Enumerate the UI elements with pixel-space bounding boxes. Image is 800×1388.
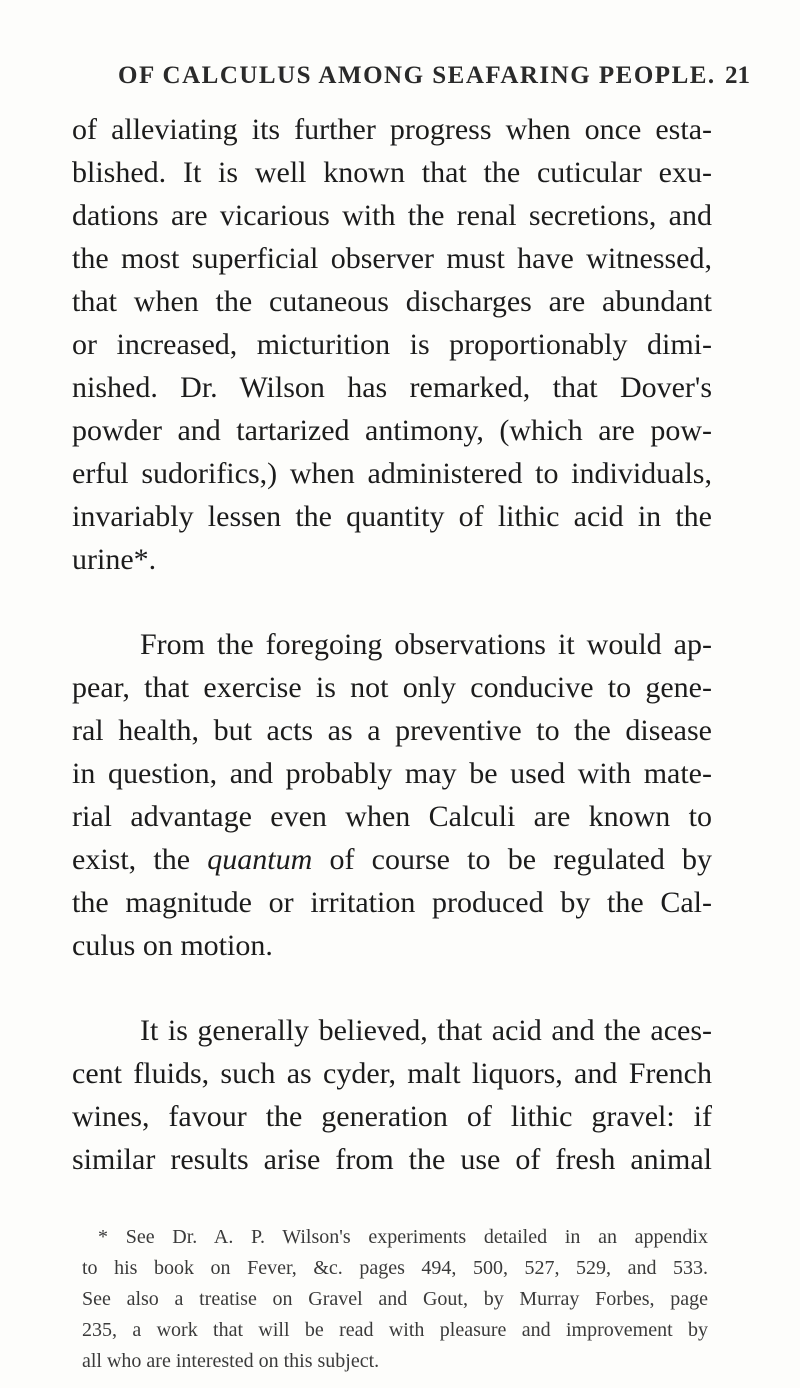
text-line: From the foregoing observations it would ap- — [140, 628, 712, 661]
running-head — [118, 62, 750, 96]
text-segment: of course to be regulated by — [329, 843, 713, 876]
paragraph-1 — [72, 108, 712, 581]
footnote-line: all who are interested on this subject. — [82, 1350, 380, 1372]
footnote-line: to his book on Fever, &c. pages 494, 500, 527, 529, and 533. — [82, 1257, 708, 1279]
footnote-line: 235, a work that will be read with pleasure and improvement by — [82, 1319, 708, 1341]
text-line: powder and tartarized antimony, (which are pow- — [72, 414, 712, 447]
text-segment: exist, the — [72, 843, 208, 876]
running-title: OF CALCULUS AMONG SEAFARING PEOPLE. — [118, 62, 716, 89]
text-line: It is generally believed, that acid and the aces- — [140, 1014, 712, 1047]
text-line: urine*. — [72, 543, 157, 576]
text-line: blished. It is well known that the cuticular exu- — [72, 156, 712, 189]
text-line: similar results arise from the use of fresh animal — [72, 1143, 712, 1176]
text-line: that when the cutaneous discharges are abundant — [72, 285, 712, 318]
text-line: wines, favour the generation of lithic gravel: if — [72, 1100, 712, 1133]
text-line: dations are vicarious with the renal secretions, and — [72, 199, 712, 232]
body-text — [72, 108, 712, 1181]
page-number: 21 — [725, 62, 750, 89]
text-line: the most superficial observer must have witnessed, — [72, 242, 712, 275]
text-line: ral health, but acts as a preventive to the disease — [72, 714, 712, 747]
text-line-with-italic — [72, 838, 712, 881]
paragraph-gap — [72, 581, 712, 623]
paragraph-3 — [72, 1009, 712, 1181]
text-line: invariably lessen the quantity of lithic acid in the — [72, 500, 712, 533]
text-line: or increased, micturition is proportionably dimi- — [72, 328, 712, 361]
text-line: cent fluids, such as cyder, malt liquors, and French — [72, 1057, 712, 1090]
text-line: of alleviating its further progress when once esta- — [72, 113, 712, 146]
footnote-line: * See Dr. A. P. Wilson's experiments detailed in an appendix — [98, 1226, 708, 1248]
italic-word: quantum — [207, 843, 313, 876]
text-line: pear, that exercise is not only conducive to gene- — [72, 671, 712, 704]
footnote-line: See also a treatise on Gravel and Gout, by Murray Forbes, page — [82, 1288, 708, 1310]
text-line: rial advantage even when Calculi are known to — [72, 800, 712, 833]
text-line: in question, and probably may be used with mate- — [72, 757, 712, 790]
text-line: nished. Dr. Wilson has remarked, that Dover's — [72, 371, 712, 404]
paragraph-gap — [72, 967, 712, 1009]
paragraph-2 — [72, 623, 712, 967]
text-line: culus on motion. — [72, 929, 273, 962]
text-line: erful sudorifics,) when administered to individuals, — [72, 457, 712, 490]
footnote — [82, 1222, 708, 1377]
text-line: the magnitude or irritation produced by the Cal- — [72, 886, 712, 919]
